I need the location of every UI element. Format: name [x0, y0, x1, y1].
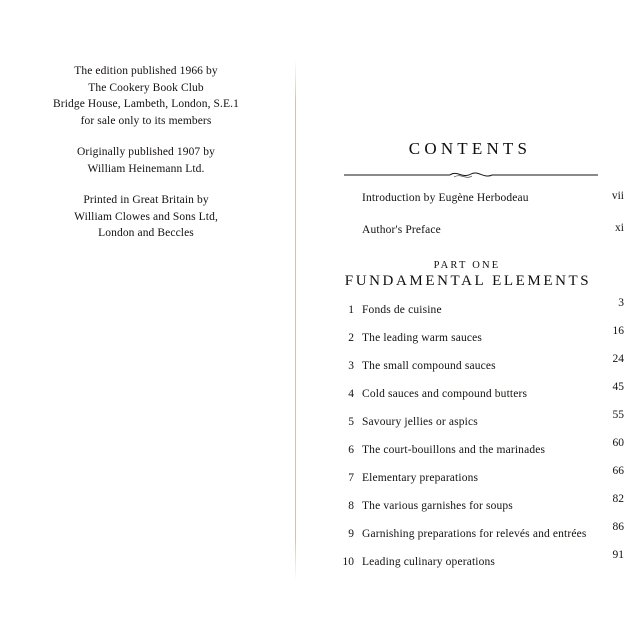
imprint-line: William Clowes and Sons Ltd,: [74, 210, 218, 223]
toc-entry-label: Fonds de cuisine: [362, 304, 442, 316]
right-page: [300, 0, 640, 640]
toc-entry-label: Elementary preparations: [362, 472, 479, 484]
toc-entry-label: Leading culinary operations: [362, 556, 496, 568]
imprint-group-edition: [0, 63, 292, 129]
toc-entry-page: 66: [612, 465, 624, 477]
toc-entry-page: 3: [618, 297, 624, 309]
toc-entry-label: The leading warm sauces: [362, 332, 482, 344]
toc-front-matter-row[interactable]: [300, 188, 640, 220]
toc-row[interactable]: [300, 409, 640, 440]
part-label: PART ONE: [433, 260, 501, 271]
toc-row[interactable]: [300, 353, 640, 384]
toc-entry-number: 3: [348, 360, 354, 372]
toc-entry-page: 55: [612, 409, 624, 421]
table-of-contents: [300, 188, 640, 580]
toc-entry-page: 91: [612, 549, 624, 561]
imprint-line: The Cookery Book Club: [88, 81, 204, 94]
left-page: [0, 0, 292, 640]
imprint-line: The edition published 1966 by: [74, 65, 218, 77]
toc-row[interactable]: [300, 521, 640, 552]
ornamental-rule-icon: [342, 168, 600, 182]
toc-entry-label: Author's Preface: [362, 224, 441, 236]
toc-entry-number: 10: [342, 556, 354, 568]
toc-row[interactable]: [300, 325, 640, 356]
toc-entry-label: The small compound sauces: [362, 360, 496, 372]
toc-entry-page: 60: [612, 437, 624, 449]
toc-entry-number: 6: [348, 444, 354, 456]
toc-entry-label: The various garnishes for soups: [362, 500, 513, 512]
imprint-line: Originally published 1907 by: [77, 146, 215, 158]
toc-front-matter-row[interactable]: [300, 220, 640, 252]
imprint-line: William Heinemann Ltd.: [87, 162, 205, 175]
toc-row[interactable]: [300, 437, 640, 468]
toc-entry-number: 4: [348, 388, 354, 400]
toc-entry-number: 7: [348, 472, 354, 484]
toc-row[interactable]: [300, 381, 640, 412]
toc-entry-page: 45: [612, 381, 624, 393]
toc-entry-label: The court-bouillons and the marinades: [362, 444, 546, 456]
imprint-line: Bridge House, Lambeth, London, S.E.1: [53, 98, 239, 110]
toc-entry-page: xi: [615, 222, 624, 234]
fold-line: [295, 60, 296, 580]
imprint-line: for sale only to its members: [80, 114, 212, 127]
copyright-block: [0, 63, 292, 242]
toc-entry-page: 24: [612, 353, 624, 365]
imprint-line: London and Beccles: [98, 227, 194, 239]
toc-entry-page: 16: [612, 325, 624, 337]
page-gutter: [292, 0, 300, 640]
page-title: CONTENTS: [408, 139, 532, 158]
toc-row[interactable]: [300, 549, 640, 580]
imprint-group-original: [0, 144, 292, 177]
toc-entry-label: Savoury jellies or aspics: [362, 416, 478, 428]
toc-row[interactable]: [300, 297, 640, 328]
toc-entry-number: 9: [348, 528, 354, 540]
imprint-line: Printed in Great Britain by: [83, 194, 209, 206]
imprint-group-printer: [0, 192, 292, 242]
toc-entry-label: Introduction by Eugène Herbodeau: [362, 192, 529, 204]
toc-entry-number: 2: [348, 332, 354, 344]
toc-entry-label: Garnishing preparations for relevés and entrées: [362, 528, 587, 540]
toc-entry-page: vii: [611, 190, 624, 202]
toc-row[interactable]: [300, 465, 640, 496]
toc-entry-number: 8: [348, 500, 354, 512]
toc-row[interactable]: [300, 493, 640, 524]
part-title: FUNDAMENTAL ELEMENTS: [344, 273, 592, 289]
toc-entry-number: 1: [348, 304, 354, 316]
toc-entry-number: 5: [348, 416, 354, 428]
toc-entry-page: 82: [612, 493, 624, 505]
toc-entry-page: 86: [612, 521, 624, 533]
toc-entry-label: Cold sauces and compound butters: [362, 388, 528, 400]
